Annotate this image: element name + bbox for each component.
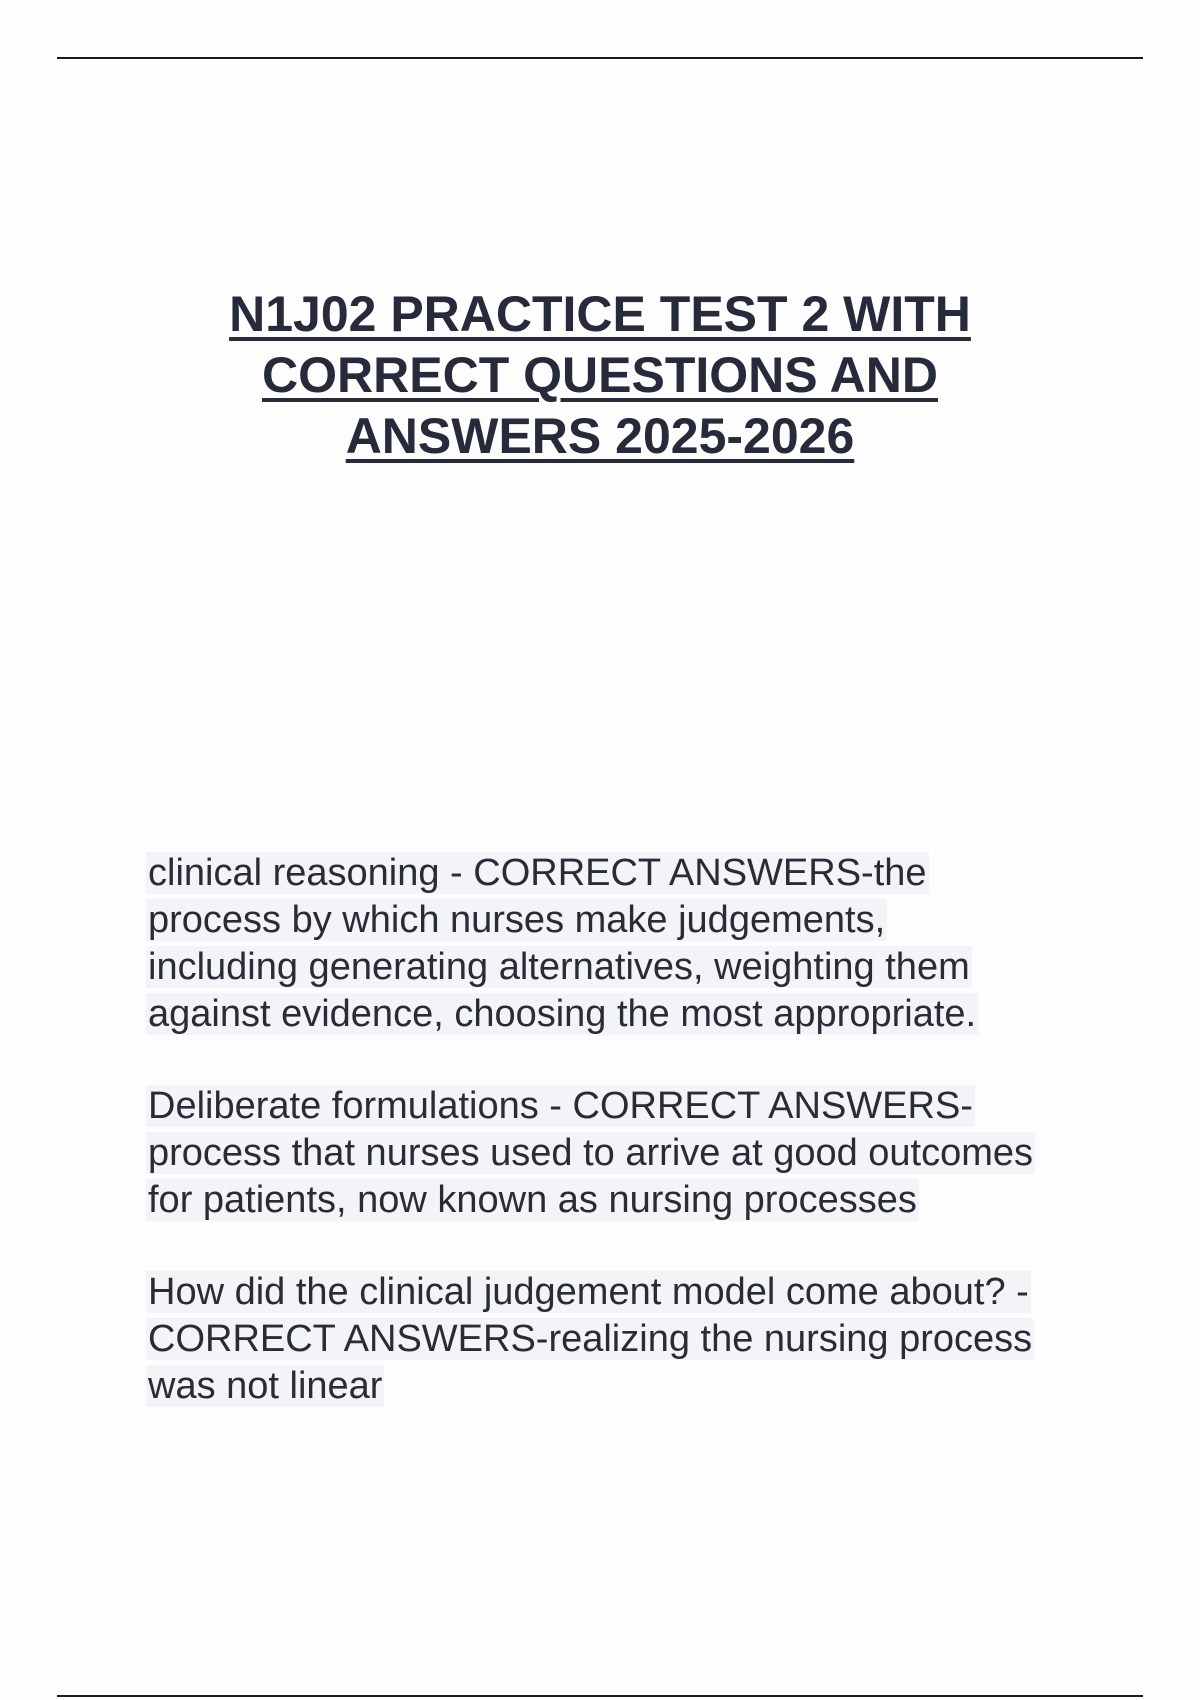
qa-line: process that nurses used to arrive at good outcomes [148,1132,1034,1174]
qa-line: How did the clinical judgement model come about? - [148,1271,1029,1313]
qa-line: process by which nurses make judgements, [148,899,886,941]
title-line-3: ANSWERS 2025-2026 [345,408,855,464]
title-line-1: N1J02 PRACTICE TEST 2 WITH [229,286,971,342]
qa-entry-clinical-judgement-model [146,1269,1096,1410]
title-line-2: CORRECT QUESTIONS AND [262,347,938,403]
top-divider [57,57,1143,59]
qa-line: was not linear [148,1365,383,1407]
qa-list [146,850,1096,1455]
qa-line: including generating alternatives, weighting them [148,946,970,988]
qa-line: clinical reasoning - CORRECT ANSWERS-the [148,852,927,894]
qa-line: CORRECT ANSWERS-realizing the nursing process [148,1318,1033,1360]
qa-line: Deliberate formulations - CORRECT ANSWERS- [148,1085,973,1127]
qa-entry-clinical-reasoning [146,850,1096,1038]
qa-entry-deliberate-formulations [146,1083,1096,1224]
qa-line: against evidence, choosing the most appropriate. [148,993,977,1035]
bottom-divider [57,1695,1143,1697]
qa-line: for patients, now known as nursing processes [148,1179,917,1221]
document-title [0,284,1200,467]
